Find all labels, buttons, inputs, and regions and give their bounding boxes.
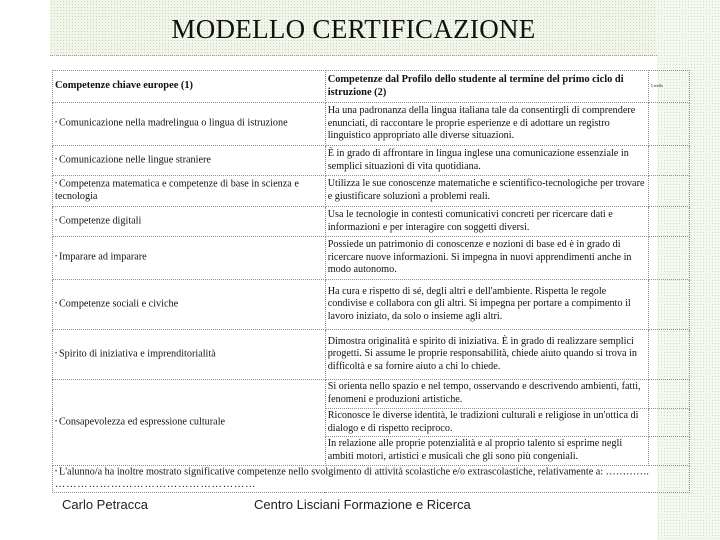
- livello-cell[interactable]: [649, 176, 690, 207]
- livello-cell[interactable]: [649, 437, 690, 466]
- livello-cell[interactable]: [649, 280, 690, 330]
- footer-author: Carlo Petracca: [62, 497, 148, 512]
- final-note-dots[interactable]: ………………………………………………: [55, 479, 257, 491]
- final-row: [53, 466, 690, 493]
- profilo-cell: In relazione alle proprie potenzialità e al proprio talento si esprime negli ambiti motori, artistici e musicali che gli sono più congeniali.: [325, 437, 649, 466]
- header-livello: Livello: [649, 71, 690, 103]
- table-row: [53, 330, 690, 380]
- competenza-cell: • Competenza matematica e competenze di base in scienza e tecnologia: [53, 176, 326, 207]
- livello-cell[interactable]: [649, 237, 690, 280]
- title-band: [50, 0, 657, 56]
- livello-cell[interactable]: [649, 146, 690, 176]
- competenza-cell: • Comunicazione nelle lingue straniere: [53, 146, 326, 176]
- livello-cell[interactable]: [649, 409, 690, 437]
- table-row: [53, 103, 690, 146]
- competenza-cell: • Imparare ad imparare: [53, 237, 326, 280]
- livello-cell[interactable]: [649, 380, 690, 409]
- table-row: [53, 146, 690, 176]
- profilo-cell: Ha cura e rispetto di sé, degli altri e dell'ambiente. Rispetta le regole condivise e collabora con gli altri. Si impegna per portare a compimento il lavoro iniziato, da solo o insieme agli altri.: [325, 280, 649, 330]
- certification-table: [52, 70, 690, 493]
- header-competenze: Competenze chiave europee (1): [53, 71, 326, 103]
- final-note-text: L'alunno/a ha inoltre mostrato significative competenze nello svolgimento di attività scolastiche e/o extrascolastiche, relativamente a: ………….: [59, 466, 649, 478]
- final-note-cell: • L'alunno/a ha inoltre mostrato significative competenze nello svolgimento di attività scolastiche e/o extrascolastiche, relativamente a: …………. ………………………………………………: [53, 466, 690, 493]
- competenza-cell: • Comunicazione nella madrelingua o lingua di istruzione: [53, 103, 326, 146]
- livello-cell[interactable]: [649, 207, 690, 237]
- footer-organization: Centro Lisciani Formazione e Ricerca: [254, 497, 471, 512]
- profilo-cell: Ha una padronanza della lingua italiana tale da consentirgli di comprendere enunciati, di raccontare le proprie esperienze e di adottare un registro linguistico appropriato alle diverse situazioni.: [325, 103, 649, 146]
- profilo-cell: Riconosce le diverse identità, le tradizioni culturali e religiose in un'ottica di dialogo e di rispetto reciproco.: [325, 409, 649, 437]
- table-row: [53, 207, 690, 237]
- table-row: [53, 176, 690, 207]
- livello-cell[interactable]: [649, 330, 690, 380]
- profilo-cell: Si orienta nello spazio e nel tempo, osservando e descrivendo ambienti, fatti, fenomeni e produzioni artistiche.: [325, 380, 649, 409]
- competenza-cell: • Consapevolezza ed espressione culturale: [53, 380, 326, 466]
- profilo-cell: Usa le tecnologie in contesti comunicativi concreti per ricercare dati e informazioni e per interagire con soggetti diversi.: [325, 207, 649, 237]
- profilo-cell: Dimostra originalità e spirito di iniziativa. È in grado di realizzare semplici progetti. Si assume le proprie responsabilità, chiede aiuto quando si trova in difficoltà e sa fornire aiuto a chi lo chiede.: [325, 330, 649, 380]
- table-header-row: [53, 71, 690, 103]
- livello-cell[interactable]: [649, 103, 690, 146]
- profilo-cell: Utilizza le sue conoscenze matematiche e scientifico-tecnologiche per trovare e giustificare soluzioni a problemi reali.: [325, 176, 649, 207]
- competenza-cell: • Spirito di iniziativa e imprenditorialità: [53, 330, 326, 380]
- left-margin: [0, 0, 50, 540]
- page-title: MODELLO CERTIFICAZIONE: [171, 14, 536, 44]
- profilo-cell: Possiede un patrimonio di conoscenze e nozioni di base ed è in grado di ricercare nuove informazioni. Si impegna in nuovi apprendimenti anche in modo autonomo.: [325, 237, 649, 280]
- competenza-cell: • Competenze sociali e civiche: [53, 280, 326, 330]
- profilo-cell: È in grado di affrontare in lingua inglese una comunicazione essenziale in semplici situazioni di vita quotidiana.: [325, 146, 649, 176]
- table-row: [53, 280, 690, 330]
- table-row: [53, 237, 690, 280]
- header-profilo: Competenze dal Profilo dello studente al termine del primo ciclo di istruzione (2): [325, 71, 649, 103]
- table-row: [53, 380, 690, 409]
- competenza-cell: • Competenze digitali: [53, 207, 326, 237]
